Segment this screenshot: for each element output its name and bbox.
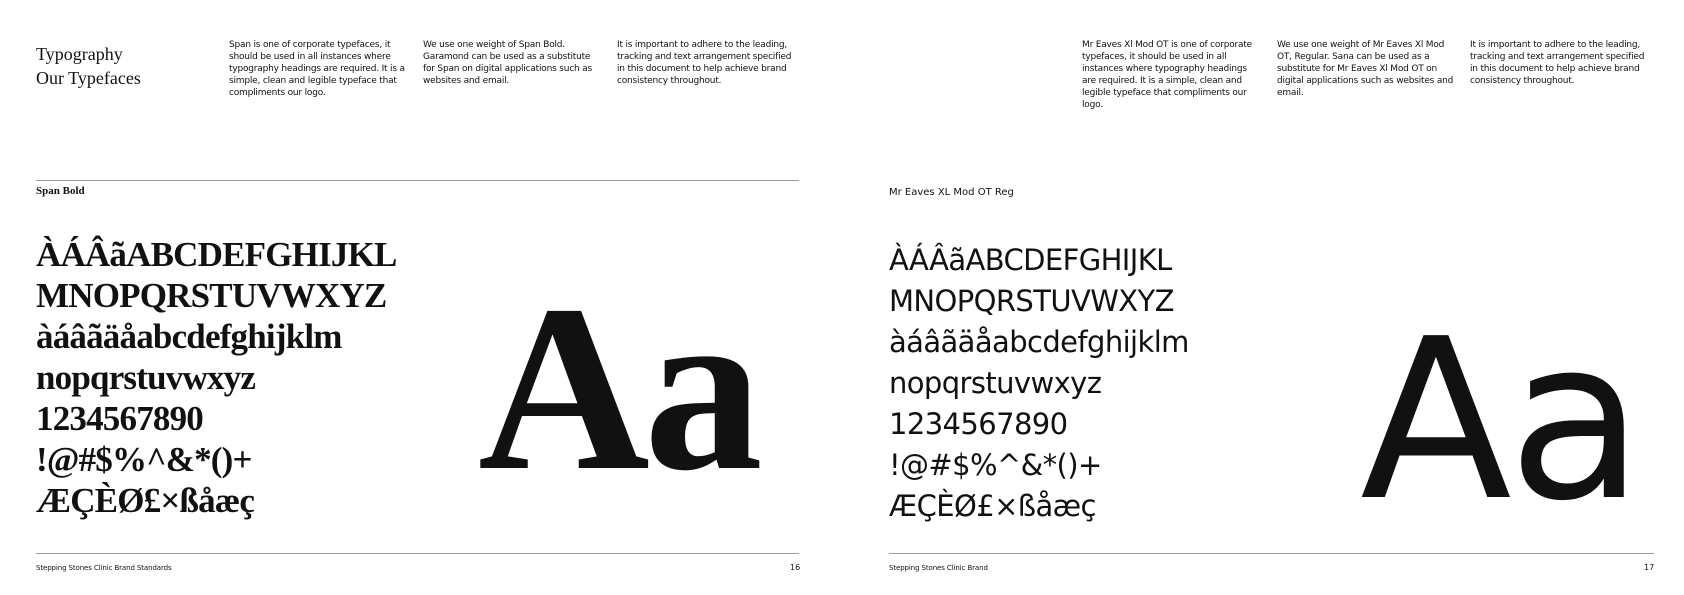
glyph-specimen (36, 234, 397, 521)
consistency-paragraph: It is important to adhere to the leading, tracking and text arrangement specified in this document to help achieve brand consistency throughout. (1470, 40, 1645, 86)
glyph-line: àáâãäåabcdefghijklm (889, 325, 1189, 359)
glyph-line: ÀÁÂãABCDEFGHIJKL (889, 243, 1172, 277)
font-name-label: Span Bold (36, 185, 85, 197)
glyph-line: MNOPQRSTUVWXYZ (36, 276, 387, 315)
glyph-line: 1234567890 (36, 399, 204, 438)
page-number: 16 (790, 563, 801, 572)
glyph-line: ÀÁÂãABCDEFGHIJKL (36, 235, 397, 274)
page-heading (36, 42, 141, 90)
footer-brand: Stepping Stones Clinic Brand (889, 564, 988, 572)
substitute-paragraph: We use one weight of Span Bold. Garamond can be used as a substitute for Span on digital applications such as websites and email. (423, 40, 592, 86)
divider-top (36, 180, 799, 181)
heading-line: Our Typefaces (36, 68, 141, 88)
glyph-specimen (889, 240, 1189, 527)
substitute-paragraph: We use one weight of Mr Eaves Xl Mod OT, Regular. Sana can be used as a substitute for Mr Eaves Xl Mod OT on digital applications such as websites and email. (1277, 40, 1454, 98)
specimen-aa: Aa (1360, 292, 1640, 550)
divider-bottom (889, 553, 1654, 554)
glyph-line: nopqrstuvwxyz (36, 358, 256, 397)
specimen-aa: Aa (478, 257, 757, 520)
glyph-line: ÆÇÈØ£×ßåæç (36, 481, 255, 520)
glyph-line: !@#$%^&*()+ (889, 448, 1102, 482)
intro-paragraph: Span is one of corporate typefaces, it should be used in all instances where typography headings are required. It is a simple, clean and legible typeface that compliments our logo. (229, 40, 405, 98)
glyph-line: 1234567890 (889, 407, 1068, 441)
footer-brand: Stepping Stones Clinic Brand Standards (36, 564, 172, 572)
page-number: 17 (1644, 563, 1655, 572)
font-name-label: Mr Eaves XL Mod OT Reg (889, 187, 1014, 198)
glyph-line: ÆÇÈØ£×ßåæç (889, 489, 1096, 523)
right-page (842, 0, 1684, 595)
glyph-line: !@#$%^&*()+ (36, 440, 252, 479)
glyph-line: MNOPQRSTUVWXYZ (889, 284, 1174, 318)
divider-bottom (36, 553, 799, 554)
glyph-line: àáâãäåabcdefghijklm (36, 317, 342, 356)
intro-paragraph: Mr Eaves Xl Mod OT is one of corporate typefaces, it should be used in all instances where typography headings are required. It is a simple, clean and legible typeface that compliments our logo. (1082, 40, 1253, 110)
consistency-paragraph: It is important to adhere to the leading, tracking and text arrangement specified in this document to help achieve brand consistency throughout. (617, 40, 792, 86)
glyph-line: nopqrstuvwxyz (889, 366, 1102, 400)
heading-line: Typography (36, 44, 123, 64)
